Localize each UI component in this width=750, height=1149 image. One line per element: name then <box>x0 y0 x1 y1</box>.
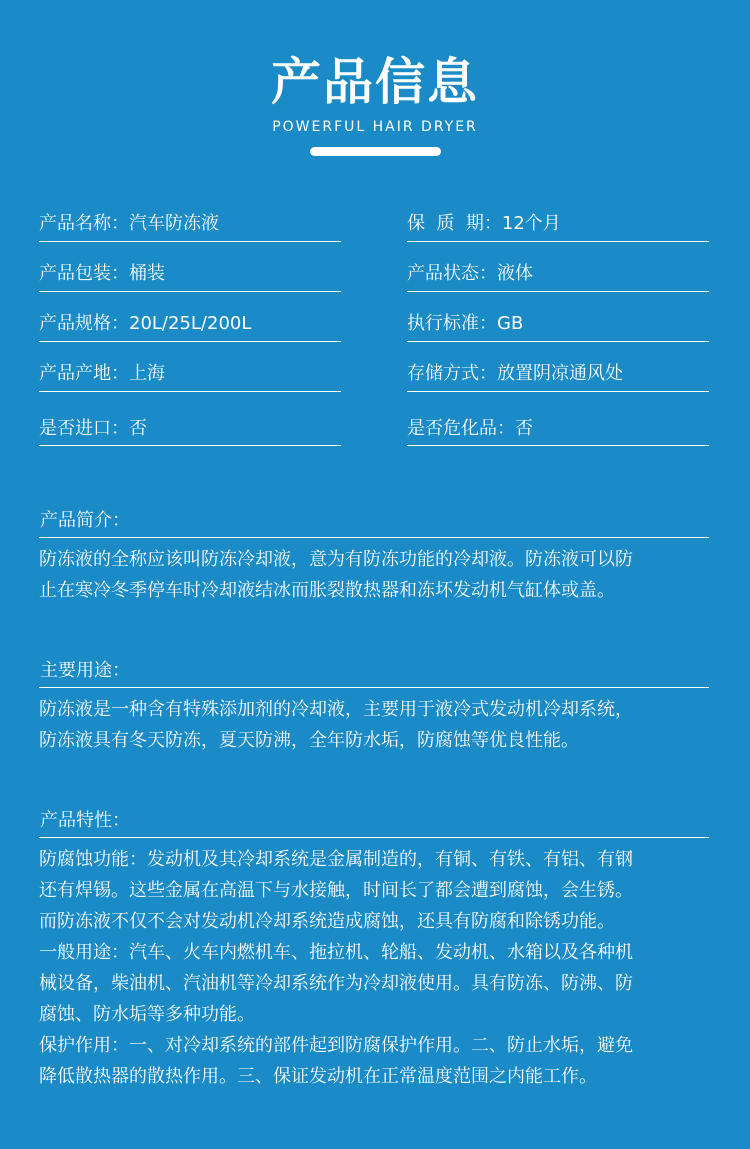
spec-label: 是否进口： <box>39 418 129 439</box>
spec-value: 汽车防冻液 <box>129 213 219 234</box>
spec-value: 桶装 <box>129 263 165 284</box>
title-underline-bar <box>310 147 441 156</box>
spec-value: 否 <box>129 418 147 439</box>
header <box>0 0 750 170</box>
spec-row-origin <box>39 361 341 392</box>
spec-value: 12个月 <box>501 213 561 234</box>
spec-value: 上海 <box>129 363 165 384</box>
section-usage <box>39 657 709 756</box>
section-line: 保护作用：一、对冷却系统的部件起到防腐保护作用。二、防止水垢，避免 <box>39 1035 633 1056</box>
spec-value: 20L/25L/200L <box>129 313 252 334</box>
spec-label: 是否危化品： <box>407 418 515 439</box>
spec-row-shelf-life <box>407 211 709 242</box>
section-line: 止在寒冷冬季停车时冷却液结冰而胀裂散热器和冻坏发动机气缸体或盖。 <box>39 580 615 601</box>
spec-label: 产品名称： <box>39 213 129 234</box>
section-line: 防冻液的全称应该叫防冻冷却液，意为有防冻功能的冷却液。防冻液可以防 <box>39 549 633 570</box>
section-line: 防腐蚀功能：发动机及其冷却系统是金属制造的，有铜、有铁、有铝、有钢 <box>39 849 633 870</box>
page-subtitle: POWERFUL HAIR DRYER <box>272 119 478 135</box>
spec-value: 否 <box>515 418 533 439</box>
section-line: 而防冻液不仅不会对发动机冷却系统造成腐蚀，还具有防腐和除锈功能。 <box>39 911 615 932</box>
spec-row-storage <box>407 361 709 392</box>
section-line: 降低散热器的散热作用。三、保证发动机在正常温度范围之内能工作。 <box>39 1066 597 1087</box>
section-line: 还有焊锡。这些金属在高温下与水接触，时间长了都会遭到腐蚀，会生锈。 <box>39 880 633 901</box>
spec-row-standard <box>407 311 709 342</box>
spec-row-state <box>407 261 709 292</box>
spec-row-size <box>39 311 341 342</box>
section-line: 械设备，柴油机、汽油机等冷却系统作为冷却液使用。具有防冻、防沸、防 <box>39 973 633 994</box>
spec-value: GB <box>497 313 524 334</box>
spec-value: 放置阴凉通风处 <box>497 363 623 384</box>
spec-row-packaging <box>39 261 341 292</box>
section-title: 主要用途： <box>39 657 709 688</box>
spec-label: 执行标准： <box>407 313 497 334</box>
section-intro <box>39 507 709 606</box>
spec-row-name <box>39 211 341 242</box>
section-line: 防冻液具有冬天防冻，夏天防沸，全年防水垢，防腐蚀等优良性能。 <box>39 730 579 751</box>
section-title: 产品简介： <box>39 507 709 538</box>
spec-label: 产品状态： <box>407 263 497 284</box>
spec-label: 产品包装： <box>39 263 129 284</box>
spec-label: 产品产地： <box>39 363 129 384</box>
section-line: 一般用途：汽车、火车内燃机车、拖拉机、轮船、发动机、水箱以及各种机 <box>39 942 633 963</box>
spec-row-imported <box>39 416 341 446</box>
section-features <box>39 807 709 1092</box>
section-body <box>39 544 709 606</box>
spec-row-hazardous <box>407 416 709 446</box>
section-body <box>39 694 709 756</box>
spec-value: 液体 <box>497 263 533 284</box>
section-title: 产品特性： <box>39 807 709 838</box>
spec-label: 保 质 期： <box>407 213 502 234</box>
page-title: 产品信息 <box>271 53 479 111</box>
spec-label: 产品规格： <box>39 313 129 334</box>
section-line: 防冻液是一种含有特殊添加剂的冷却液，主要用于液冷式发动机冷却系统， <box>39 699 633 720</box>
spec-label: 存储方式： <box>407 363 497 384</box>
section-body <box>39 844 709 1092</box>
section-line: 腐蚀、防水垢等多种功能。 <box>39 1004 255 1025</box>
